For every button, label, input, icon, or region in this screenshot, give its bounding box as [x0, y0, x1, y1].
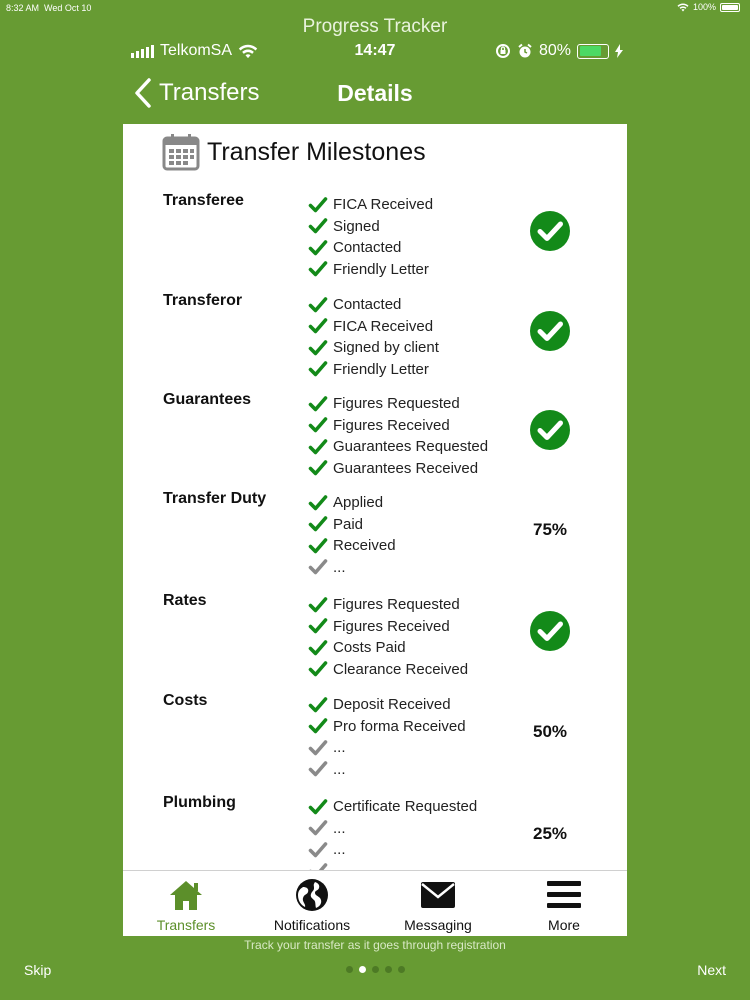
- checkmark-icon: [309, 761, 327, 777]
- milestone-item-list: [309, 393, 488, 479]
- checkmark-icon: [309, 618, 327, 634]
- milestones-card[interactable]: [123, 124, 627, 870]
- ipad-battery-icon: [720, 3, 740, 12]
- milestone-item-text: ...: [333, 841, 346, 859]
- milestone-item-list: [309, 294, 439, 380]
- checkmark-icon: [309, 240, 327, 256]
- milestone-item-text: Guarantees Received: [333, 459, 479, 477]
- progress-percent-text: 50%: [532, 722, 568, 741]
- milestone-item-list: [309, 492, 396, 578]
- milestone-item-list: [309, 694, 466, 780]
- onboarding-caption: Track your transfer as it goes through registration: [244, 938, 506, 952]
- phone-clock: 14:47: [354, 42, 396, 59]
- milestone-item-text: Figures Requested: [333, 596, 460, 614]
- milestone-item: [309, 557, 396, 579]
- checkmark-icon: [309, 417, 327, 433]
- ipad-time-text: 8:32 AM: [6, 3, 40, 13]
- milestone-item: [309, 659, 468, 681]
- globe-icon: [293, 877, 331, 913]
- section-label: Guarantees: [163, 391, 252, 408]
- section-label: Costs: [163, 692, 208, 709]
- page-dot[interactable]: [359, 966, 366, 973]
- milestone-item-list: [309, 594, 468, 680]
- milestone-item: [309, 359, 439, 381]
- navigation-bar: [123, 74, 627, 114]
- tab-label: Transfers: [156, 917, 216, 933]
- milestone-item: [309, 818, 477, 840]
- checkmark-icon: [309, 538, 327, 554]
- section-label: Transferee: [163, 192, 244, 209]
- milestone-item-text: Guarantees Requested: [333, 438, 489, 456]
- checkmark-icon: [309, 516, 327, 532]
- milestone-item: [309, 436, 488, 458]
- battery-icon: [577, 44, 609, 59]
- milestone-item-text: Signed by client: [333, 339, 439, 357]
- ipad-battery-text: 100%: [692, 2, 716, 12]
- milestone-item-text: Figures Received: [333, 416, 450, 434]
- checkmark-icon: [309, 718, 327, 734]
- checkmark-icon: [309, 396, 327, 412]
- milestone-item-text: Friendly Letter: [333, 260, 429, 278]
- phone-battery-text: 80%: [538, 42, 571, 59]
- tab-label: More: [548, 917, 580, 933]
- checkmark-icon: [309, 340, 327, 356]
- milestone-item: [309, 237, 433, 259]
- checkmark-icon: [309, 460, 327, 476]
- checkmark-icon: [309, 820, 327, 836]
- section-label: Transferor: [163, 292, 243, 309]
- check-circle-icon: [529, 310, 571, 352]
- milestone-item: [309, 514, 396, 536]
- milestone-item-text: ...: [333, 760, 346, 778]
- milestone-item: [309, 337, 439, 359]
- tab-notifications[interactable]: [249, 871, 375, 936]
- checkmark-icon: [309, 640, 327, 656]
- page-dot[interactable]: [346, 966, 353, 973]
- milestone-item: [309, 759, 466, 781]
- complete-check-badge: [528, 210, 572, 257]
- ipad-status-bar: [0, 0, 750, 16]
- section-label: Plumbing: [163, 794, 236, 811]
- milestone-item: [309, 694, 466, 716]
- progress-percent: [528, 520, 572, 540]
- progress-percent-text: 75%: [532, 520, 568, 539]
- page-dot[interactable]: [385, 966, 392, 973]
- complete-check-badge: [528, 409, 572, 456]
- tab-messaging[interactable]: [375, 871, 501, 936]
- checkmark-icon: [309, 495, 327, 511]
- milestone-item-text: Figures Received: [333, 617, 450, 635]
- next-button[interactable]: Next: [697, 962, 726, 978]
- milestone-item: [309, 415, 488, 437]
- complete-check-badge: [528, 310, 572, 357]
- tab-label: Notifications: [273, 917, 351, 933]
- milestone-item-list: [309, 194, 433, 280]
- milestone-item-text: Figures Requested: [333, 395, 460, 413]
- rotation-lock-icon: [495, 43, 511, 59]
- checkmark-icon: [309, 559, 327, 575]
- milestone-item-text: ...: [333, 558, 346, 576]
- page-dot[interactable]: [372, 966, 379, 973]
- checkmark-icon: [309, 439, 327, 455]
- skip-button[interactable]: Skip: [24, 962, 52, 978]
- ipad-status-time: [6, 3, 91, 13]
- milestone-item-text: Received: [333, 537, 396, 555]
- milestone-item-text: Contacted: [333, 296, 402, 314]
- tab-bar: [123, 870, 627, 936]
- milestone-item: [309, 194, 433, 216]
- phone-status-bar: [123, 40, 627, 64]
- card-header: [161, 132, 426, 172]
- checkmark-icon: [309, 661, 327, 677]
- progress-percent: [528, 824, 572, 844]
- home-icon: [167, 877, 205, 913]
- checkmark-icon: [309, 799, 327, 815]
- alarm-icon: [517, 43, 533, 59]
- milestone-item-text: Applied: [333, 494, 384, 512]
- checkmark-icon: [309, 318, 327, 334]
- calendar-icon: [161, 132, 201, 172]
- progress-percent-text: 25%: [532, 824, 568, 843]
- checkmark-icon: [309, 842, 327, 858]
- section-label: Rates: [163, 592, 207, 609]
- check-circle-icon: [529, 409, 571, 451]
- checkmark-icon: [309, 297, 327, 313]
- milestone-item: [309, 316, 439, 338]
- milestone-item-text: Pro forma Received: [333, 717, 466, 735]
- milestone-item: [309, 535, 396, 557]
- checkmark-icon: [309, 261, 327, 277]
- checkmark-icon: [309, 361, 327, 377]
- wifi-icon: [677, 3, 689, 12]
- milestone-item: [309, 737, 466, 759]
- back-button-label: Transfers: [159, 79, 260, 106]
- checkmark-icon: [309, 197, 327, 213]
- milestone-item: [309, 716, 466, 738]
- milestone-item: [309, 637, 468, 659]
- milestone-item-text: Friendly Letter: [333, 360, 429, 378]
- page-title: Details: [337, 80, 413, 106]
- complete-check-badge: [528, 610, 572, 657]
- milestone-item: [309, 216, 433, 238]
- milestone-item: [309, 294, 439, 316]
- app-title: Progress Tracker: [302, 16, 448, 37]
- milestone-item-text: Signed: [333, 217, 380, 235]
- checkmark-icon: [309, 697, 327, 713]
- check-circle-icon: [529, 210, 571, 252]
- ipad-status-right: [677, 2, 740, 12]
- milestone-item: [309, 259, 433, 281]
- milestone-item-text: FICA Received: [333, 317, 434, 335]
- milestone-item-text: Contacted: [333, 239, 402, 257]
- checkmark-icon: [309, 740, 327, 756]
- phone-status-right: [495, 42, 623, 60]
- checkmark-icon: [309, 218, 327, 234]
- page-dot[interactable]: [398, 966, 405, 973]
- charging-bolt-icon: [615, 44, 623, 58]
- milestone-item: [309, 492, 396, 514]
- milestone-item: [309, 393, 488, 415]
- progress-percent: [528, 722, 572, 742]
- milestone-item: [309, 594, 468, 616]
- milestone-item-text: Certificate Requested: [333, 798, 478, 816]
- milestone-item-text: Clearance Received: [333, 660, 469, 678]
- milestone-item: [309, 796, 477, 818]
- check-circle-icon: [529, 610, 571, 652]
- tab-more[interactable]: [501, 871, 627, 936]
- milestone-item: [309, 616, 468, 638]
- card-title: Transfer Milestones: [207, 137, 426, 166]
- milestone-item-text: Deposit Received: [333, 696, 451, 714]
- milestone-item-text: FICA Received: [333, 196, 434, 214]
- tab-label: Messaging: [404, 917, 472, 933]
- page-indicator[interactable]: [0, 966, 750, 973]
- milestone-item: [309, 458, 488, 480]
- battery-level: [580, 46, 602, 56]
- tab-transfers[interactable]: [123, 871, 249, 936]
- milestone-item: [309, 839, 477, 861]
- milestone-item-text: ...: [333, 739, 346, 757]
- ipad-date-text: Wed Oct 10: [44, 3, 92, 13]
- menu-icon: [545, 877, 583, 913]
- carrier-name: TelkomSA: [160, 42, 233, 59]
- milestone-item-text: ...: [333, 819, 346, 837]
- envelope-icon: [419, 877, 457, 913]
- milestone-item-text: Costs Paid: [333, 639, 406, 657]
- checkmark-icon: [309, 597, 327, 613]
- section-label: Transfer Duty: [163, 490, 267, 507]
- milestone-item-text: Paid: [333, 515, 364, 533]
